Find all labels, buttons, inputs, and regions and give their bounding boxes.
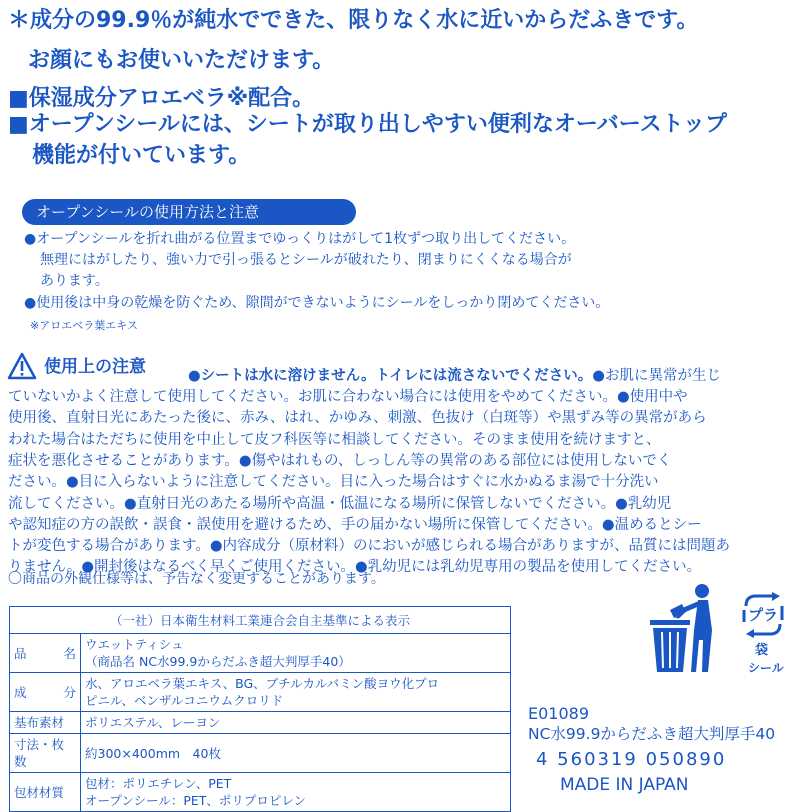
value-line: （商品名 NC水99.9からだふき超大判厚手40） bbox=[85, 654, 351, 669]
caution-line-6: ださい。●目に入らないように注意してください。目に入った場合はすぐに水かぬるま湯で十分洗い bbox=[8, 474, 659, 490]
feature-line-2: お顔にもお使いいただけます。 bbox=[28, 48, 335, 73]
caution-line-4: われた場合はただちに使用を中止して皮フ科医等に相談してください。そのまま使用を続けますと、 bbox=[8, 432, 661, 448]
aloe-footnote: ※アロエベラ葉エキス bbox=[30, 319, 138, 332]
feature-line-5: 機能が付いています。 bbox=[32, 143, 251, 168]
table-header: （一社）日本衛生材料工業連合会自主基準による表示 bbox=[10, 607, 511, 634]
made-in-label: MADE IN JAPAN bbox=[560, 775, 689, 795]
open-seal-line-3: あります。 bbox=[40, 273, 109, 289]
bag-label: 袋 bbox=[755, 643, 769, 658]
caution-line-5: 症状を悪化させることがあります。●傷やはれもの、しっしん等の異常のある部位には使用しないでく bbox=[8, 453, 672, 469]
feature-line-3: ■保湿成分アロエベラ※配合。 bbox=[8, 86, 315, 111]
seal-label: シール bbox=[748, 661, 784, 675]
value-line: 水、アロエベラ葉エキス、BG、ブチルカルバミン酸ヨウ化プロ bbox=[85, 676, 440, 691]
warning-icon bbox=[7, 352, 37, 380]
caution-line-1 bbox=[188, 366, 721, 388]
open-seal-line-4: ●使用後は中身の乾燥を防ぐため、隙間ができないようにシールをしっかり閉めてください。 bbox=[24, 295, 610, 311]
row-key-fabric: 基布素材 bbox=[10, 712, 81, 734]
key-part: 分 bbox=[63, 684, 76, 700]
open-seal-heading: オープンシールの使用方法と注意 bbox=[22, 199, 356, 225]
caution-line-10: りません。●開封後はなるべく早くご使用ください。●乳幼児には乳幼児専用の製品を使用してください。 bbox=[8, 559, 702, 575]
row-value-name bbox=[81, 634, 511, 673]
table-header-row bbox=[10, 607, 511, 634]
feature-line-4: ■オープンシールには、シートが取り出しやすい便利なオーバーストップ bbox=[8, 112, 727, 137]
feature-line-1: ＊成分の99.9％が純水でできた、限りなく水に近いからだふきです。 bbox=[8, 8, 699, 33]
pla-label: プラ bbox=[748, 606, 779, 624]
trash-disposal-icon bbox=[648, 580, 722, 674]
ingredients-table bbox=[9, 606, 511, 812]
product-code: E01089 bbox=[528, 704, 590, 723]
row-value-size: 約300×400mm 40枚 bbox=[81, 734, 511, 773]
product-name-code: NC水99.9からだふき超大判厚手40 bbox=[528, 725, 776, 743]
value-line: ピニル、ベンザルコニウムクロリド bbox=[85, 693, 284, 708]
row-key-name bbox=[10, 634, 81, 673]
caution-line-9: トが変色する場合があります。●内容成分（原材料）のにおいが感じられる場合がありますが、品質には問題あ bbox=[8, 538, 730, 554]
row-value-fabric: ポリエステル、レーヨン bbox=[81, 712, 511, 734]
row-value-ingredients bbox=[81, 673, 511, 712]
open-seal-line-2: 無理にはがしたり、強い力で引っ張るとシールが破れたり、閉まりにくくなる場合が bbox=[40, 252, 572, 268]
table-row bbox=[10, 634, 511, 673]
table-row bbox=[10, 712, 511, 734]
table-row bbox=[10, 773, 511, 812]
row-key-ingredients bbox=[10, 673, 81, 712]
caution-title: 使用上の注意 bbox=[44, 357, 146, 377]
value-line: 包材：ポリエチレン、PET bbox=[85, 776, 232, 791]
appearance-notice: 〇商品の外観仕様等は、予告なく変更することがあります。 bbox=[8, 571, 385, 587]
caution-line-7: 流してください。●直射日光のあたる場所や高温・低温になる場所に保管しないでください。●乳幼児 bbox=[8, 496, 672, 512]
open-seal-line-1: ●オープンシールを折れ曲がる位置までゆっくりはがして1枚ずつ取り出してください。 bbox=[24, 231, 576, 247]
jan-number: 4 560319 050890 bbox=[536, 749, 727, 770]
caution-line-1-rest: ●お肌に異常が生じ bbox=[592, 368, 721, 384]
value-line: オープンシール：PET、ポリプロピレン bbox=[85, 793, 307, 808]
value-line: ウエットティシュ bbox=[85, 637, 184, 652]
key-part: 成 bbox=[14, 684, 27, 700]
key-part: 品 bbox=[14, 645, 27, 661]
table-row bbox=[10, 734, 511, 773]
key-part: 名 bbox=[63, 645, 76, 661]
caution-line-2: ていないかよく注意して使用してください。お肌に合わない場合には使用をやめてください。●使用中や bbox=[8, 389, 688, 405]
caution-line-3: 使用後、直射日光にあたった後に、赤み、はれ、かゆみ、刺激、色抜け（白斑等）や黒ずみ等の異常があら bbox=[8, 410, 707, 426]
row-value-packaging bbox=[81, 773, 511, 812]
table-row bbox=[10, 673, 511, 712]
row-key-size: 寸法・枚数 bbox=[10, 734, 81, 773]
caution-line-8: や認知症の方の誤飲・誤食・誤使用を避けるため、手の届かない場所に保管してください。●温めるとシー bbox=[8, 517, 702, 533]
row-key-packaging: 包材材質 bbox=[10, 773, 81, 812]
caution-bold-text: ●シートは水に溶けません。トイレには流さないでください。 bbox=[188, 368, 593, 384]
